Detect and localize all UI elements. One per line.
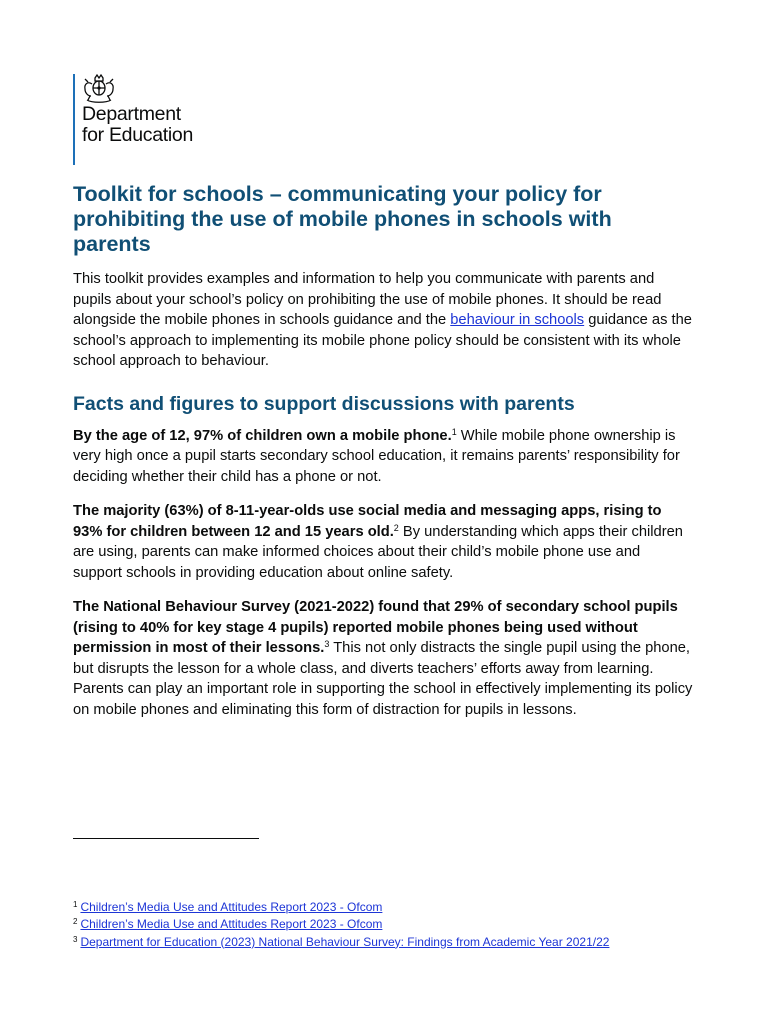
footnote-link[interactable]: Children’s Media Use and Attitudes Report 2023 - Ofcom: [80, 900, 383, 914]
logo-line-2: for Education: [82, 124, 194, 146]
footnote-number: 1: [73, 900, 78, 909]
logo-bar: [73, 74, 75, 165]
footnotes: [73, 899, 713, 951]
footnote-ref[interactable]: 2: [393, 522, 399, 533]
footnote-ref[interactable]: 3: [324, 639, 330, 649]
fact-highlight: The majority (63%) of 8-11-year-olds use social media and messaging apps, rising to 93% for children between 12 and 15 years old.: [73, 503, 662, 540]
fact-paragraph: [73, 426, 693, 488]
footnote-ref[interactable]: 1: [451, 426, 457, 437]
footnote-number: 3: [73, 934, 78, 944]
fact-text: By understanding which apps their children are using, parents can make informed choices about their child’s mobile phone use and support schools in providing education about online safety.: [73, 523, 683, 581]
footnote-number: 2: [73, 917, 78, 927]
fact-paragraph: [73, 501, 693, 583]
footnote-link[interactable]: Children’s Media Use and Attitudes Report 2023 - Ofcom: [80, 917, 383, 932]
fact-highlight: The National Behaviour Survey (2021-2022) found that 29% of secondary school pupils (rising to 40% for key stage 4 pupils) reported mobile phones being used without permission in most of their lessons.: [73, 599, 678, 656]
royal-crest-icon: [79, 72, 119, 106]
intro-paragraph: [73, 269, 693, 372]
document-body: [73, 182, 693, 720]
footnote-link[interactable]: Department for Education (2023) National Behaviour Survey: Findings from Academic Year 2021/22: [80, 934, 610, 949]
logo-text: [82, 104, 193, 146]
dfe-logo: [73, 72, 213, 167]
footnote-item: [73, 899, 713, 916]
footnote-item: [73, 916, 713, 933]
fact-paragraph: [73, 597, 693, 720]
footnote-divider: [73, 838, 259, 839]
behaviour-in-schools-link[interactable]: behaviour in schools: [450, 312, 585, 328]
footnote-item: [73, 934, 713, 951]
fact-text: While mobile phone ownership is very high once a pupil starts secondary school education, it remains parents’ responsibility for deciding whether their child has a phone or not.: [73, 427, 680, 485]
fact-text: This not only distracts the single pupil using the phone, but disrupts the lesson for a whole class, and diverts teachers’ efforts away from learning. Parents can play an important role in supporting the school in effectively implementing its policy on mobile phones and eliminating this form of distraction for pupils in lessons.: [73, 640, 693, 718]
logo-line-1: Department: [82, 103, 181, 125]
page-title: Toolkit for schools – communicating your policy for prohibiting the use of mobile phones in schools with parents: [73, 182, 612, 256]
section-heading: Facts and figures to support discussions with parents: [73, 392, 575, 415]
fact-highlight: By the age of 12, 97% of children own a mobile phone.: [73, 427, 452, 444]
intro-text-before: This toolkit provides examples and information to help you communicate with parents and pupils about your school’s policy on prohibiting the use of mobile phones. It should be read alongside the mobile phones in schools guidance and the: [73, 271, 662, 328]
intro-text-after: guidance as the school’s approach to implementing its mobile phone policy should be consistent with its whole school approach to behaviour.: [73, 312, 692, 369]
